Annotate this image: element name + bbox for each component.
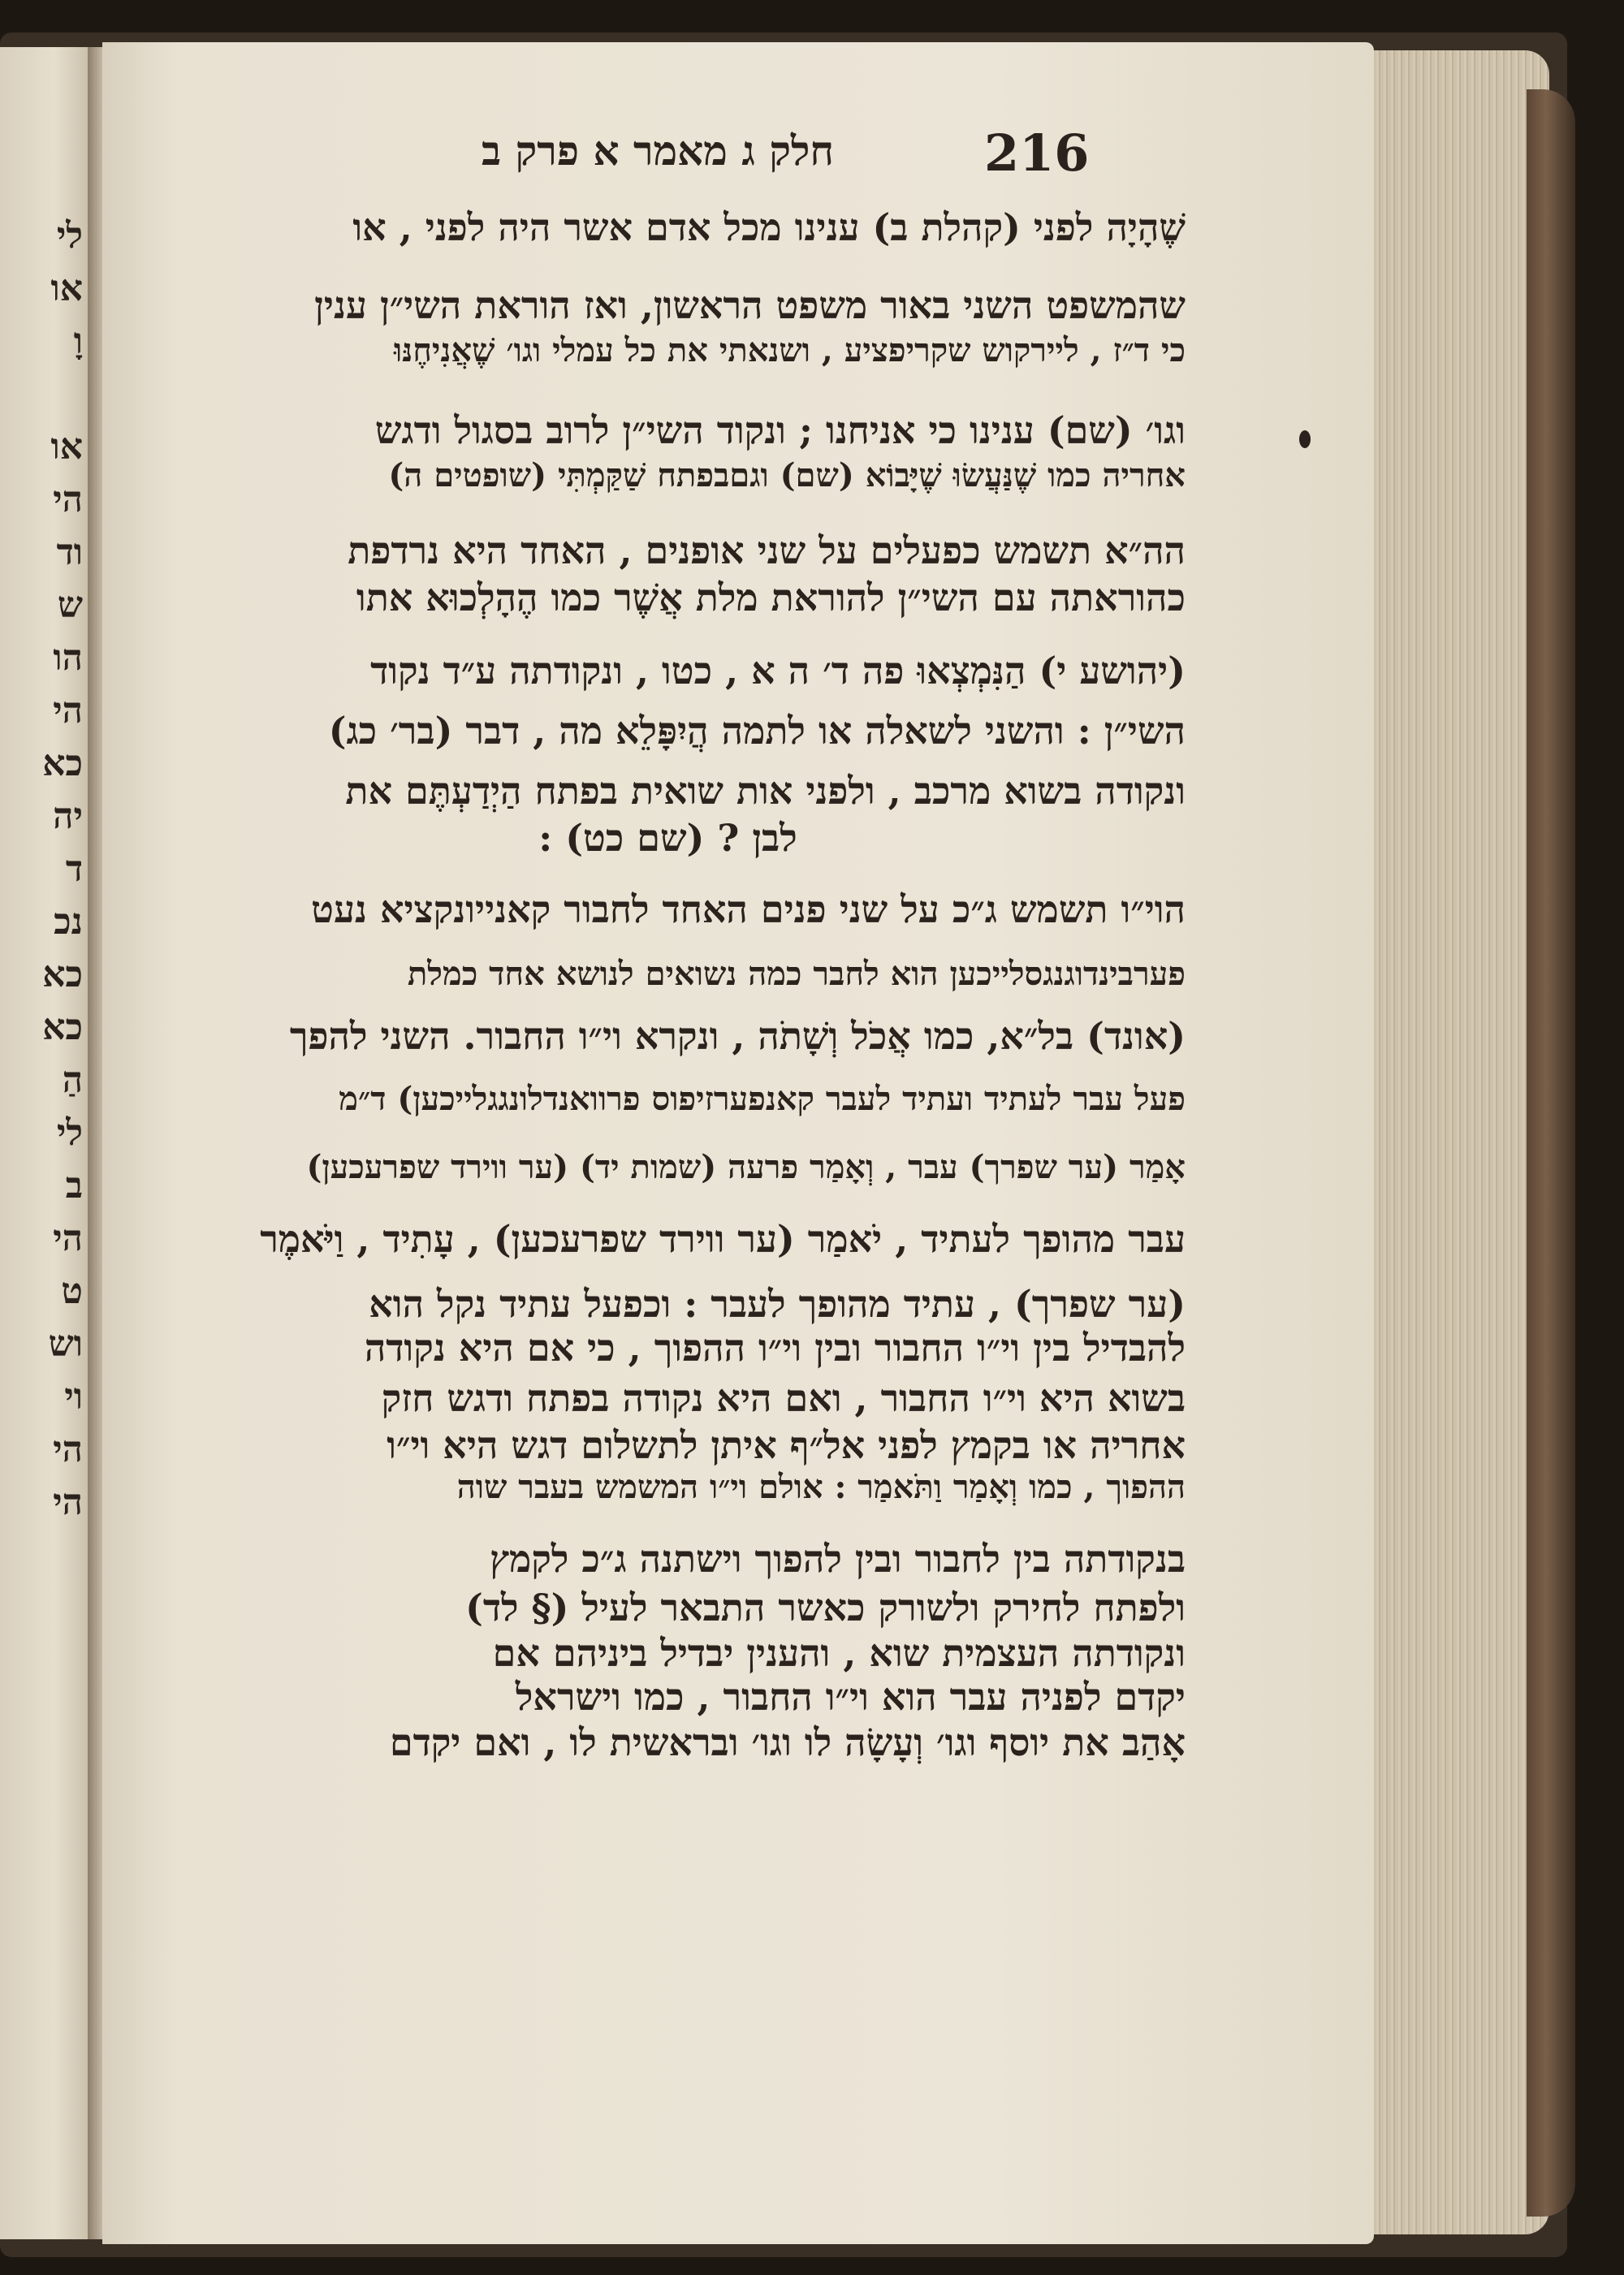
text-line: אחריה כמו שֶׁנַּעֲשׂוּ שֶׁיָּבוֹא (שם) וגםבפתח שַׁקַּמְתִּי (שופטים ה) — [388, 456, 1186, 494]
text-line: אָמַר (ער שפרך) עבר , וְאָמַר פרעה (שמות יד) (ער ווירד שפרעכען) — [306, 1148, 1186, 1186]
text-line: אָהַב את יוסף וגו׳ וְעָשָׂה לו וגו׳ ובראשית לו , ואם יקדם — [389, 1720, 1186, 1764]
text-line: עבר מהופך לעתיד , יֹאמַר (ער ווירד שפרעכען) , עָתִיד , וַיֹּאמֶר — [260, 1217, 1186, 1261]
left-fragment: ב — [65, 1165, 83, 1207]
left-fragment: לי — [56, 1112, 83, 1154]
left-fragment: ט — [61, 1271, 83, 1312]
left-fragment: וי — [64, 1376, 83, 1418]
margin-ink-dot — [1299, 430, 1311, 448]
left-fragment: ש — [57, 585, 83, 626]
text-line: (אונד) בל״א, כמו אֲכֹל וְשָׁתֹה , ונקרא וי״ו החבור. השני להפך — [289, 1014, 1186, 1058]
text-line: שהמשפט השני באור משפט הראשון, ואז הוראת השי״ן ענין — [314, 283, 1186, 327]
text-line: בנקודתה בין לחבור ובין להפוך וישתנה ג״כ לקמץ — [490, 1537, 1186, 1581]
running-header-title: חלק ג מאמר א פרק ב — [482, 127, 834, 175]
text-line: בשוא היא וי״ו החבור , ואם היא נקודה בפתח ודגש חזק — [381, 1376, 1186, 1420]
text-line: כהוראתה עם השי״ן להוראת מלת אֲשֶׁר כמו הֶהָלְכוּא אתו — [356, 576, 1186, 619]
text-line: לבן ? (שם כט) : — [538, 816, 797, 860]
text-line: ולפתח לחירק ולשורק כאשר התבאר לעיל (§ לד) — [465, 1586, 1186, 1630]
left-fragment: ד — [65, 848, 83, 890]
page-number: 216 — [984, 123, 1090, 183]
left-fragment: או — [50, 426, 83, 468]
text-line: כי ד״ז , ליירקוש שקריפציע , ושנאתי את כל עמלי וגו׳ שֶׁאֲנִיחֶנּוּ — [394, 331, 1186, 369]
left-fragment: כא — [42, 1007, 83, 1048]
text-line: אחריה או בקמץ לפני אל״ף איתן לתשלום דגש היא וי״ו — [387, 1423, 1186, 1467]
text-line: פעל עבר לעתיד ועתיד לעבר קאנפערזיפוס פרוואנדלונגגלייכען) ד״מ — [339, 1080, 1186, 1118]
left-page — [0, 47, 91, 2239]
cover-edge — [1527, 89, 1575, 2217]
left-fragment: וש — [48, 1323, 83, 1365]
left-fragment: הי — [53, 690, 83, 732]
left-fragment: לי — [56, 215, 83, 257]
text-line: הוי״ו תשמש ג״כ על שני פנים האחד לחבור קאנייונקציא נעט — [311, 887, 1186, 931]
text-line: יקדם לפניה עבר הוא וי״ו החבור , כמו וישראל — [515, 1675, 1186, 1719]
text-line: שֶׁהָיָה לפני (קהלת ב) ענינו מכל אדם אשר היה לפני , או — [352, 205, 1186, 249]
text-line: (יהושע י) הַנִּמְצְאוּ פה ד׳ ה א , כטו , ונקודתה ע״ד נקוד — [370, 649, 1186, 693]
left-fragment: כא — [42, 954, 83, 995]
text-line: השי״ן : והשני לשאלה או לתמה הֲיִפָּלֵא מה , דבר (בר׳ כג) — [328, 709, 1186, 753]
left-fragment: הי — [53, 479, 83, 520]
left-fragment: הו — [53, 637, 83, 679]
left-fragment: הי — [53, 1482, 83, 1523]
text-line: פערבינדוגנגסלייכען הוא לחבר כמה נשואים לנושא אחד כמלת — [407, 955, 1186, 993]
left-fragment: הי — [53, 1429, 83, 1470]
left-fragment: הַ — [62, 1060, 83, 1101]
left-fragment: יה — [53, 796, 83, 837]
left-fragment: וָ — [73, 321, 83, 362]
page-edges — [1369, 50, 1549, 2234]
text-line: ההפוך , כמו וְאָמַר וַתֹּאמַר : אולם וי״ו המשמש בעבר שוה — [456, 1468, 1186, 1506]
left-fragment: וד — [56, 532, 83, 573]
text-line: ונקודה בשוא מרכב , ולפני אות שואית בפתח הַיְדַעְתֶּם את — [345, 769, 1186, 813]
left-fragment: הי — [53, 1218, 83, 1259]
text-line: ונקודתה העצמית שוא , והענין יבדיל ביניהם אם — [492, 1631, 1186, 1675]
text-line: (ער שפרך) , עתיד מהופך לעבר : וכפעל עתיד נקל הוא — [369, 1282, 1186, 1326]
left-fragment — [2, 368, 83, 421]
left-fragment: או — [50, 268, 83, 309]
text-line: הה״א תשמש כפעלים על שני אופנים , האחד היא נרדפת — [348, 529, 1186, 572]
left-page-text-fragments — [2, 209, 83, 1529]
left-fragment: נכ — [54, 901, 83, 943]
left-fragment: כא — [42, 743, 83, 784]
text-line: להבדיל בין וי״ו החבור ובין וי״ו ההפוך , כי אם היא נקודה — [364, 1326, 1186, 1370]
text-line: וגו׳ (שם) ענינו כי אניחנו ; ונקוד השי״ן לרוב בסגול ודגש — [374, 408, 1186, 452]
